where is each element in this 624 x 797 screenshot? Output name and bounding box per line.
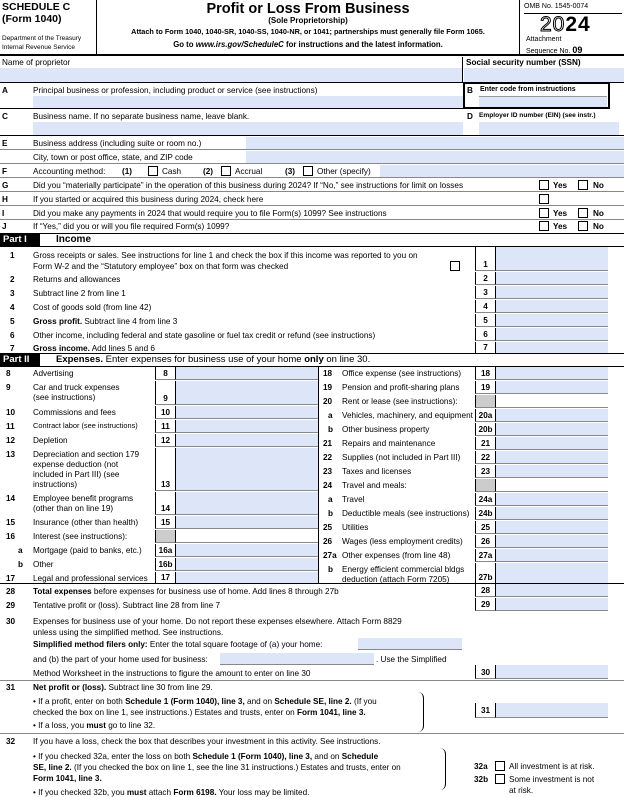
expense-label-l13a: Depreciation and section 179 <box>33 450 140 459</box>
home-square-footage-input[interactable] <box>358 638 462 650</box>
amount-input-9[interactable] <box>175 381 318 405</box>
line31-amount[interactable] <box>495 703 608 718</box>
line-f: F Accounting method: (1) Cash (2) Accrual (3) Other (specify) <box>0 165 624 178</box>
line-number: 21 <box>323 439 333 448</box>
proprietor-name-input[interactable] <box>0 68 462 82</box>
ssn-input[interactable] <box>464 68 624 82</box>
form-header <box>0 0 624 56</box>
amount-input-18[interactable] <box>495 367 608 380</box>
line-box-label: 21 <box>475 437 495 450</box>
line5-label: Gross profit. Subtract line 4 from line 3 <box>33 317 178 326</box>
g-yes-checkbox[interactable] <box>539 180 549 190</box>
line28-amount[interactable] <box>495 584 608 597</box>
line-box-label: 20a <box>475 409 495 422</box>
expense-label-l8: Advertising <box>33 369 74 378</box>
expense-label-l17: Legal and professional services <box>33 574 148 583</box>
line-number: 16 <box>6 532 16 541</box>
expense-label-l26: Wages (less employment credits) <box>342 537 463 546</box>
attachment-label: Attachment <box>526 36 562 43</box>
line-number: 8 <box>6 369 11 378</box>
line-e2-label: City, town or post office, state, and ZIP code <box>33 153 193 162</box>
proprietor-name-field[interactable] <box>0 57 463 83</box>
line-box-label: 25 <box>475 521 495 534</box>
expense-label-l9b: (see instructions) <box>33 393 96 402</box>
line-number: 20 <box>323 397 333 406</box>
line-number: 25 <box>323 523 333 532</box>
line5-amount[interactable] <box>495 314 608 327</box>
expense-label-l19: Pension and profit-sharing plans <box>342 383 460 392</box>
amount-input-11[interactable] <box>175 420 318 433</box>
line-box-label <box>475 479 495 492</box>
line-b-label: Enter code from instructions <box>480 86 576 93</box>
amount-input-16a[interactable] <box>175 544 318 557</box>
expense-label-l10: Commissions and fees <box>33 408 116 417</box>
line-sub-letter: a <box>328 495 333 504</box>
amount-input-none <box>175 530 318 543</box>
line-box-label <box>475 395 495 408</box>
line32b-label-1: Some investment is not <box>509 775 595 784</box>
line29-label: Tentative profit or (loss). Subtract line 28 from line 7 <box>33 601 221 610</box>
amount-input-27b[interactable] <box>495 563 608 584</box>
line-box-label: 26 <box>475 535 495 548</box>
amount-input-14[interactable] <box>175 492 318 515</box>
expense-label-l13c: included in Part III) (see <box>33 470 120 479</box>
ssn-label: Social security number (SSN) <box>466 58 581 67</box>
ein-input[interactable] <box>479 122 619 135</box>
line30-label-d2: . Use the Simplified <box>376 655 447 664</box>
line31-profit-2: checked the box on line 1, see instructions.) Estates and trusts, enter on Form 1041, line 3. <box>33 708 366 717</box>
business-code-input[interactable] <box>479 96 607 107</box>
i-yes-checkbox[interactable] <box>539 208 549 218</box>
amount-input-22[interactable] <box>495 451 608 464</box>
line32-text-4: • If you checked 32b, you must attach Form 6198. Your loss may be limited. <box>33 788 310 797</box>
line30-label-d: and (b) the part of your home used for business: <box>33 655 208 664</box>
line-i: I Did you make any payments in 2024 that would require you to file Form(s) 1099? See instructions Yes No <box>0 207 624 220</box>
amount-input-20a[interactable] <box>495 409 608 422</box>
line-box-label: 15 <box>155 516 175 529</box>
line32-text-1: • If you checked 32a, enter the loss on both Schedule 1 (Form 1040), line 3, and on Schedule <box>33 752 379 761</box>
all-at-risk-checkbox[interactable] <box>495 761 505 771</box>
expense-label-l24: Travel and meals: <box>342 481 407 490</box>
g-no-checkbox[interactable] <box>578 180 588 190</box>
line-box-label: 24a <box>475 493 495 506</box>
expense-label-l24a: Travel <box>342 495 365 504</box>
line-h-label: If you started or acquired this business during 2024, check here <box>33 195 264 204</box>
line-box-label: 22 <box>475 451 495 464</box>
line-a-label: Principal business or profession, including product or service (see instructions) <box>33 86 318 95</box>
expense-label-l27b2: deduction (attach Form 7205) <box>342 575 450 584</box>
line-box-label: 9 <box>155 381 175 405</box>
form-id-block <box>0 0 97 56</box>
business-name-input[interactable] <box>33 122 463 135</box>
amount-input-12[interactable] <box>175 434 318 447</box>
line30-label-e: Method Worksheet in the instructions to figure the amount to enter on line 30 <box>33 669 311 678</box>
line30-label-b: unless using the simplified method. See instructions. <box>33 628 224 637</box>
part2-label: Part II <box>0 354 40 366</box>
expense-label-l16a: Mortgage (paid to banks, etc.) <box>33 546 142 555</box>
amount-input-19[interactable] <box>495 381 608 394</box>
accrual-checkbox[interactable] <box>221 166 231 176</box>
line-sub-letter: b <box>328 565 334 574</box>
line-f-label: Accounting method: <box>33 167 106 176</box>
line-e: E Business address (including suite or room no.) <box>0 137 624 150</box>
line31-profit-1: • If a profit, enter on both Schedule 1 (Form 1040), line 3, and on Schedule SE, line 2. (If you <box>33 697 377 706</box>
business-address-input[interactable] <box>246 137 624 149</box>
amount-input-13[interactable] <box>175 448 318 491</box>
form-number: (Form 1040) <box>2 13 62 25</box>
line-number: 27a <box>323 551 337 560</box>
schedule-name: SCHEDULE C <box>2 1 71 13</box>
expense-label-l12: Depletion <box>33 436 68 445</box>
expense-label-l21: Repairs and maintenance <box>342 439 436 448</box>
line-box-label: 27b <box>475 563 495 584</box>
omb-block <box>519 0 624 56</box>
amount-input-8[interactable] <box>175 367 318 380</box>
line-sub-letter: a <box>328 411 333 420</box>
line-g: G Did you “materially participate” in the operation of this business during 2024? If “No,” see instructions for limit on losses Yes No <box>0 179 624 192</box>
line-sub-letter: a <box>18 546 23 555</box>
expense-label-l14b: (other than on line 19) <box>33 504 114 513</box>
line-number: 26 <box>323 537 333 546</box>
amount-input-15[interactable] <box>175 516 318 529</box>
instructions-link[interactable]: www.irs.gov/ScheduleC <box>195 40 284 49</box>
business-square-footage-input[interactable] <box>220 653 374 665</box>
expense-label-l9a: Car and truck expenses <box>33 383 120 392</box>
j-no-checkbox[interactable] <box>578 221 588 231</box>
form-subtitle: (Sole Proprietorship) <box>268 16 348 25</box>
other-method-checkbox[interactable] <box>303 166 313 176</box>
expense-label-l24b: Deductible meals (see instructions) <box>342 509 470 518</box>
line7-label: Gross income. Add lines 5 and 6 <box>33 344 155 353</box>
line-number: 11 <box>6 422 15 431</box>
line-d-label: Employer ID number (EIN) (see instr.) <box>479 112 596 119</box>
expense-label-l27a: Other expenses (from line 48) <box>342 551 451 560</box>
line-box-label: 12 <box>155 434 175 447</box>
line6-label: Other income, including federal and state gasoline or fuel tax credit or refund (see instructions) <box>33 331 376 340</box>
part1-title: Income <box>56 234 92 245</box>
statutory-employee-checkbox[interactable] <box>450 261 460 271</box>
line-box-label: 13 <box>155 448 175 491</box>
attach-line: Attach to Form 1040, 1040-SR, 1040-SS, 1040-NR, or 1041; partnerships must generally file Form 1065. <box>131 27 485 36</box>
line-g-label: Did you “materially participate” in the operation of this business during 2024? If “No,” see instructions for limit on losses <box>33 181 464 190</box>
line4-label: Cost of goods sold (from line 42) <box>33 303 152 312</box>
line32b-label-2: at risk. <box>509 786 534 795</box>
column-divider <box>318 366 319 584</box>
line-number: 23 <box>323 467 333 476</box>
amount-input-20b[interactable] <box>495 423 608 436</box>
other-method-input[interactable] <box>380 165 624 177</box>
line-b-code-box: B Enter code from instructions <box>463 82 610 109</box>
line1-label-b: Form W-2 and the “Statutory employee” box on that form was checked <box>33 262 289 271</box>
line-box-label: 19 <box>475 381 495 394</box>
line32-text-2: SE, line 2. (If you checked the box on line 1, see the line 31 instructions.) Estates and trusts, enter on <box>33 763 401 772</box>
part2-title: Expenses. Enter expenses for business use of your home only on line 30. <box>56 354 371 365</box>
line-number: 24 <box>323 481 333 490</box>
expense-label-l16b: Other <box>33 560 54 569</box>
line-box-label: 16a <box>155 544 175 557</box>
expense-label-l22: Supplies (not included in Part III) <box>342 453 461 462</box>
expense-label-l11: Contract labor (see instructions) <box>33 421 138 430</box>
line-h: H If you started or acquired this business during 2024, check here <box>0 193 624 206</box>
dept-line1: Department of the Treasury <box>2 35 82 42</box>
line-box-label: 23 <box>475 465 495 478</box>
line31-label: Net profit or (loss). Subtract line 30 from line 29. <box>33 683 213 692</box>
some-not-at-risk-checkbox[interactable] <box>495 774 505 784</box>
amount-input-24a[interactable] <box>495 493 608 506</box>
line-c: C Business name. If no separate business name, leave blank. <box>0 110 463 136</box>
line-box-label: 18 <box>475 367 495 380</box>
amount-input-26[interactable] <box>495 535 608 548</box>
line-number: 13 <box>6 450 16 459</box>
line-box-label <box>155 530 175 543</box>
line-box-label: 11 <box>155 420 175 433</box>
line-number: 12 <box>6 436 16 445</box>
city-state-zip-input[interactable] <box>246 151 624 163</box>
line-e2 <box>0 151 624 164</box>
expense-label-l15: Insurance (other than health) <box>33 518 139 527</box>
line6-amount[interactable] <box>495 328 608 341</box>
expense-label-l25: Utilities <box>342 523 369 532</box>
proprietor-name-label: Name of proprietor <box>2 58 71 67</box>
expense-label-l14a: Employee benefit programs <box>33 494 134 503</box>
line32-brace <box>440 748 446 790</box>
line-j: J If “Yes,” did you or will you file required Form(s) 1099? Yes No <box>2 222 604 231</box>
expense-label-l13d: instructions) <box>33 480 78 489</box>
goto-line: Go to www.irs.gov/ScheduleC for instructions and the latest information. <box>173 40 443 49</box>
line-box-label: 24b <box>475 507 495 520</box>
line-box-label: 16b <box>155 558 175 571</box>
line1-amount[interactable] <box>495 247 608 271</box>
line2-amount[interactable] <box>495 272 608 285</box>
line3-amount[interactable] <box>495 286 608 299</box>
j-yes-checkbox[interactable] <box>539 221 549 231</box>
line-sub-letter: b <box>328 425 334 434</box>
line-number: 22 <box>323 453 333 462</box>
line2-label: Returns and allowances <box>33 275 121 284</box>
expense-label-l13b: expense deduction (not <box>33 460 119 469</box>
line-a: A Principal business or profession, including product or service (see instructions) <box>0 84 463 109</box>
line4-amount[interactable] <box>495 300 608 313</box>
line-number: 10 <box>6 408 16 417</box>
line-d: D Employer ID number (EIN) (see instr.) <box>463 110 624 136</box>
line30-label-c: Simplified method filers only: Enter the total square footage of (a) your home: <box>33 640 323 649</box>
line31-loss: • If a loss, you must go to line 32. <box>33 721 156 730</box>
line-box-label: 27a <box>475 549 495 562</box>
line-i-label: Did you make any payments in 2024 that would require you to file Form(s) 1099? See instructions <box>33 209 387 218</box>
dept-line2: Internal Revenue Service <box>2 44 75 51</box>
tax-year: 2024 <box>540 13 591 36</box>
line-box-label: 20b <box>475 423 495 436</box>
line-number: 14 <box>6 494 16 503</box>
line-number: 15 <box>6 518 16 527</box>
omb-number: OMB No. 1545-0074 <box>524 3 622 14</box>
line30-amount[interactable] <box>495 665 608 679</box>
line-sub-letter: b <box>328 509 334 518</box>
expense-label-l27b1: Energy efficient commercial bldgs <box>342 565 465 574</box>
line32-label: If you have a loss, check the box that describes your investment in this activity. See instructions. <box>33 737 381 746</box>
amount-input-10[interactable] <box>175 406 318 419</box>
line1-label-a: Gross receipts or sales. See instructions for line 1 and check the box if this income was reported to you on <box>33 251 418 260</box>
line-sub-letter: b <box>18 560 24 569</box>
line-e-label: Business address (including suite or room no.) <box>33 139 202 148</box>
part1-label: Part I <box>0 234 40 246</box>
line-number: 19 <box>323 383 333 392</box>
line31-brace <box>418 692 424 732</box>
amount-input-16b[interactable] <box>175 558 318 571</box>
sequence-label: Sequence No. 09 <box>526 45 583 55</box>
expense-label-l20: Rent or lease (see instructions): <box>342 397 458 406</box>
amount-input-25[interactable] <box>495 521 608 534</box>
line29-amount[interactable] <box>495 598 608 611</box>
line-box-label: 8 <box>155 367 175 380</box>
line28-label: Total expenses before expenses for business use of home. Add lines 8 through 27b <box>33 587 339 596</box>
line3-label: Subtract line 2 from line 1 <box>33 289 126 298</box>
expense-label-l23: Taxes and licenses <box>342 467 412 476</box>
line32-text-3: Form 1041, line 3. <box>33 774 102 783</box>
line-box-label: 14 <box>155 492 175 515</box>
ssn-field[interactable] <box>464 57 624 83</box>
expense-label-l18: Office expense (see instructions) <box>342 369 462 378</box>
amount-input-24b[interactable] <box>495 507 608 520</box>
h-checkbox[interactable] <box>539 194 549 204</box>
expense-label-l16: Interest (see instructions): <box>33 532 128 541</box>
amount-input-none <box>495 395 608 408</box>
form-title: Profit or Loss From Business <box>206 1 410 17</box>
expense-label-l20b: Other business property <box>342 425 430 434</box>
amount-input-23[interactable] <box>495 465 608 478</box>
cash-checkbox[interactable] <box>148 166 158 176</box>
line-box-label: 10 <box>155 406 175 419</box>
line-j-label: If “Yes,” did you or will you file required Form(s) 1099? <box>33 222 230 231</box>
line32a-label: All investment is at risk. <box>509 762 595 771</box>
principal-business-input[interactable] <box>33 96 463 108</box>
amount-input-none <box>495 479 608 492</box>
line-number: 18 <box>323 369 333 378</box>
expense-label-l20a: Vehicles, machinery, and equipment <box>342 411 473 420</box>
line-box-label: 17 <box>155 572 175 584</box>
amount-input-27a[interactable] <box>495 549 608 562</box>
line-number: 9 <box>6 383 11 392</box>
amount-input-21[interactable] <box>495 437 608 450</box>
i-no-checkbox[interactable] <box>578 208 588 218</box>
line-c-label: Business name. If no separate business name, leave blank. <box>33 112 250 121</box>
line-number: 17 <box>6 574 16 583</box>
line30-label-a: Expenses for business use of your home. Do not report these expenses elsewhere. Attach Form 8829 <box>33 617 402 626</box>
